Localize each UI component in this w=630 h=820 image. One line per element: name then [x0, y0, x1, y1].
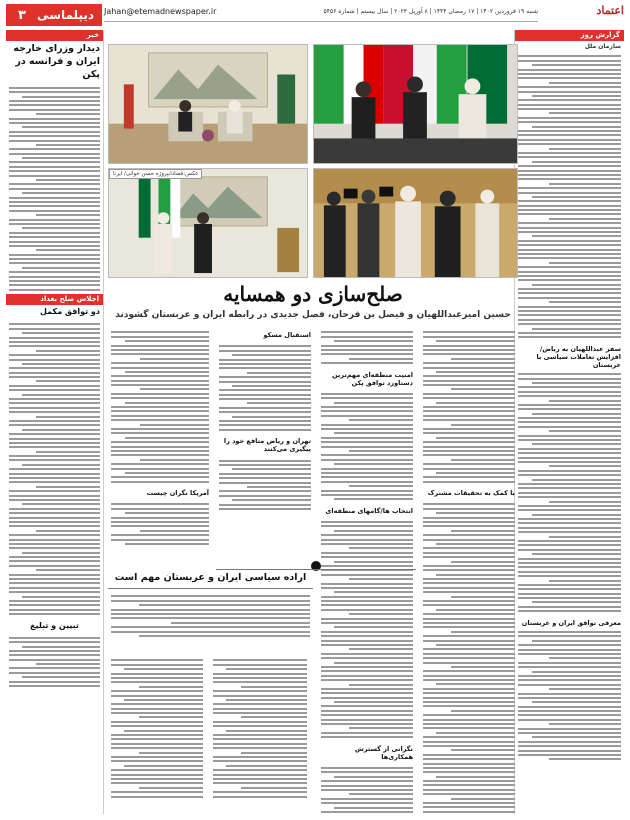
- header-rule: [104, 6, 538, 22]
- text-col2-heading-c: انتخاب ها/گامهای منطقه‌ای: [325, 506, 413, 515]
- text-col4-heading: آمریکا نگران چیست: [146, 489, 209, 498]
- newspaper-logo: اعتماد: [596, 4, 624, 17]
- right-section-label: گزارش روز: [515, 30, 624, 41]
- right-source-label: سازمان ملل: [584, 43, 621, 50]
- text-col3-heading: استقبال مسکو: [263, 331, 311, 339]
- right-column: [514, 30, 624, 814]
- left-section-label: خبر: [6, 30, 103, 41]
- photo-handshake-flags: [313, 44, 518, 164]
- left-box-label: اجلاس صلح بغداد: [6, 294, 103, 305]
- text-column-5: [108, 656, 206, 814]
- website-email[interactable]: Jahan@etemadnewspaper.ir: [104, 7, 217, 16]
- photo-caption: عکس:فضادانپروژه حسن خوانی/ ایرنا: [109, 169, 202, 179]
- text-column-6: [210, 656, 310, 814]
- section-name: دیپلماسی: [37, 8, 94, 22]
- left-article-text-3: [6, 633, 103, 690]
- box-rule-bottom: [108, 588, 313, 589]
- left-sub-heading: دو توافق مکمل: [40, 307, 100, 317]
- right-lower-heading: معرفی توافق ایران و عربستان: [521, 618, 621, 627]
- page-header: [0, 0, 630, 30]
- right-article-text-2: [515, 370, 624, 616]
- photo-press-crowd: [313, 168, 518, 278]
- page-number: ۳: [18, 8, 26, 23]
- text-col3-heading-b: تهران و ریاض متافع خود را پیگیری می‌کنند: [223, 437, 311, 454]
- text-column-1: [420, 328, 518, 814]
- text-col2-heading-a: امنیت منطقه‌ای مهم‌ترین دستاورد توافق پکن: [332, 370, 413, 387]
- box-headline: اراده سیاسی ایران و عربستان مهم است: [114, 572, 307, 583]
- text-col1-heading: با کمک به تحقیقات مشترک: [427, 489, 515, 498]
- left-column: [6, 30, 104, 814]
- left-article-text-1: [6, 83, 103, 294]
- left-bottom-heading: تبیین و تبلیغ: [30, 620, 79, 630]
- text-col2-heading-b: نگرانی از گسترش همکاری‌ها: [354, 744, 413, 761]
- left-article-text-2: [6, 320, 103, 619]
- main-subheadline: حسین امیرعبداللهیان و فیصل بن فرحان، فصل جدیدی در رابطه ایران و عربستان گشودند: [115, 310, 511, 320]
- right-mid-heading: سفر عبداللهیان به ریاض/افزایش تعاملات سیاسی با عربستان: [536, 344, 621, 369]
- photo-sitting-meeting: [108, 44, 308, 164]
- dateline: شنبه ۱۹ فروردین ۱۴۰۲ | ۱۷ رمضان ۱۴۴۴ | ۸ آوریل ۲۰۲۳ | سال بیستم | شماره ۵۴۵۶: [323, 8, 538, 15]
- left-headline: دیدار وزرای خارجه ایران و فرانسه در پکن: [13, 43, 100, 80]
- section-banner: [6, 4, 102, 26]
- right-article-text-3: [515, 628, 624, 764]
- text-column-2: [318, 328, 416, 814]
- center-feature: [108, 44, 518, 814]
- box-rule-top: [216, 569, 416, 570]
- box-text: [108, 592, 313, 652]
- right-article-text-1: [515, 52, 624, 342]
- photo-standing-diplomats: [108, 168, 308, 278]
- main-headline: صلح‌سازی دو همسایه: [223, 282, 403, 306]
